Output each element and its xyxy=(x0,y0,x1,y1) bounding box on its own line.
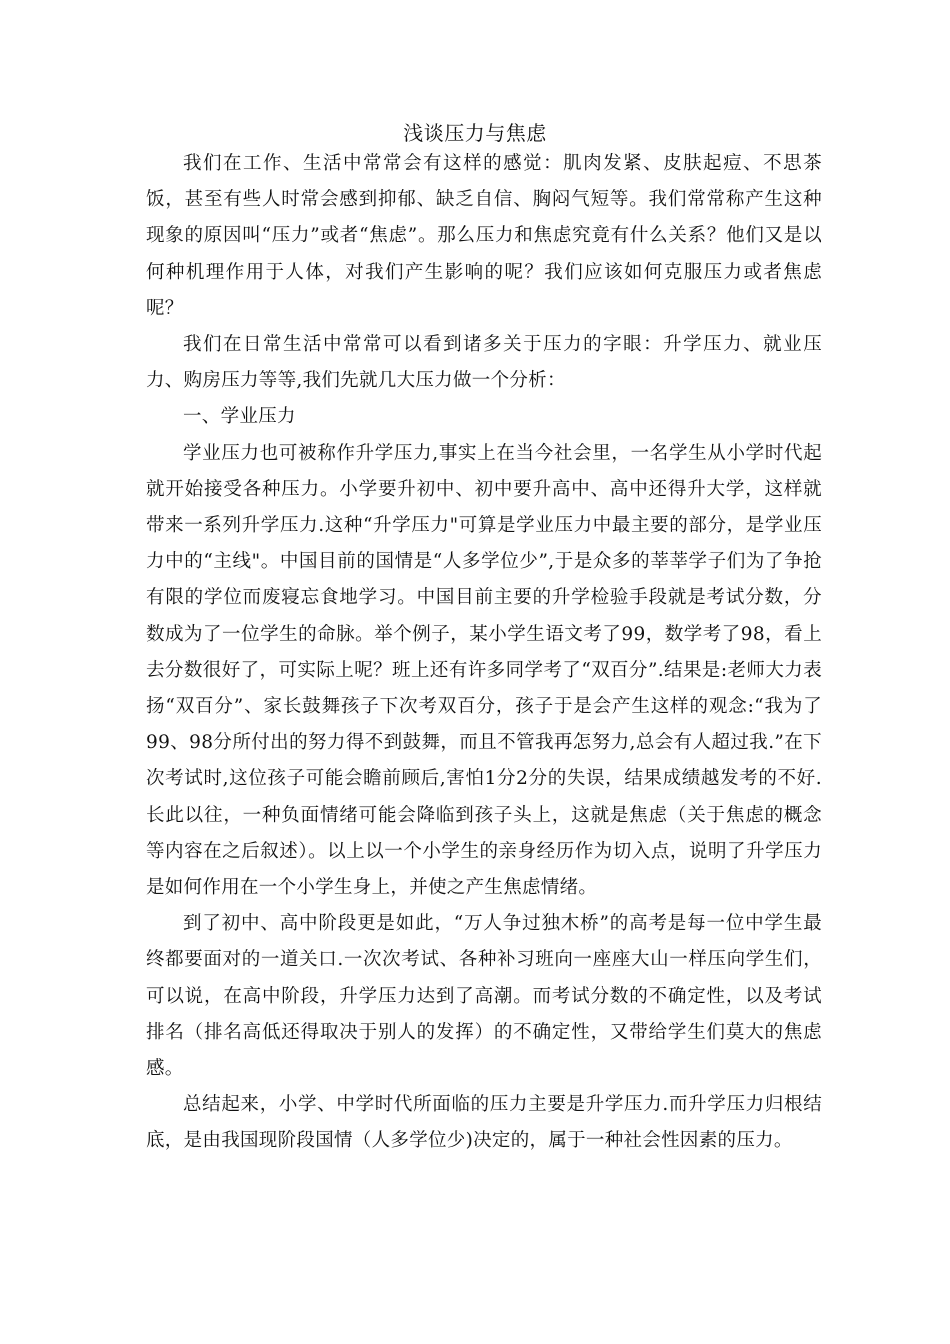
paragraph-academic-pressure: 学业压力也可被称作升学压力,事实上在当今社会里，一名学生从小学时代起就开始接受各种压力。小学要升初中、初中要升高中、高中还得升大学，这样就带来一系列升学压力.这种“升学压力"可算是学业压力中最主要的部分，是学业压力中的“主线"。中国目前的国情是“人多学位少”,于是众多的莘莘学子们为了争抢有限的学位而废寝忘食地学习。中国目前主要的升学检验手段就是考试分数，分数成为了一位学生的命脉。举个例子，某小学生语文考了99，数学考了98，看上去分数很好了，可实际上呢？班上还有许多同学考了“双百分”.结果是:老师大力表扬“双百分”、家长鼓舞孩子下次考双百分，孩子于是会产生这样的观念:“我为了99、98分所付出的努力得不到鼓舞，而且不管我再怎努力,总会有人超过我.”在下次考试时,这位孩子可能会瞻前顾后,害怕1分2分的失误，结果成绩越发考的不好.长此以往，一种负面情绪可能会降临到孩子头上，这就是焦虑（关于焦虑的概念等内容在之后叙述）。以上以一个小学生的亲身经历作为切入点，说明了升学压力是如何作用在一个小学生身上，并使之产生焦虑情绪。 xyxy=(146,442,822,899)
paragraph-intro: 我们在工作、生活中常常会有这样的感觉：肌肉发紧、皮肤起痘、不思茶饭，甚至有些人时常会感到抑郁、缺乏自信、胸闷气短等。我们常常称产生这种现象的原因叫“压力”或者“焦虑”。那么压力和焦虑究竟有什么关系？他们又是以何种机理作用于人体，对我们产生影响的呢？我们应该如何克服压力或者焦虑呢？ xyxy=(146,153,822,319)
document-title: 浅谈压力与焦虑 xyxy=(403,121,547,145)
paragraph-middle-high-school: 到了初中、高中阶段更是如此，“万人争过独木桥”的高考是每一位中学生最终都要面对的一道关口.一次次考试、各种补习班向一座座大山一样压向学生们，可以说，在高中阶段，升学压力达到了高潮。而考试分数的不确定性，以及考试排名（排名高低还得取决于别人的发挥）的不确定性，又带给学生们莫大的焦虑感。 xyxy=(146,913,822,1080)
document-body xyxy=(146,146,822,1160)
paragraph-pressure-overview: 我们在日常生活中常常可以看到诸多关于压力的字眼：升学压力、就业压力、购房压力等等,我们先就几大压力做一个分析： xyxy=(146,334,822,392)
paragraph-summary: 总结起来，小学、中学时代所面临的压力主要是升学压力.而升学压力归根结底，是由我国现阶段国情（人多学位少)决定的，属于一种社会性因素的压力。 xyxy=(146,1094,822,1152)
section-heading-academic-pressure: 一、学业压力 xyxy=(183,406,296,428)
